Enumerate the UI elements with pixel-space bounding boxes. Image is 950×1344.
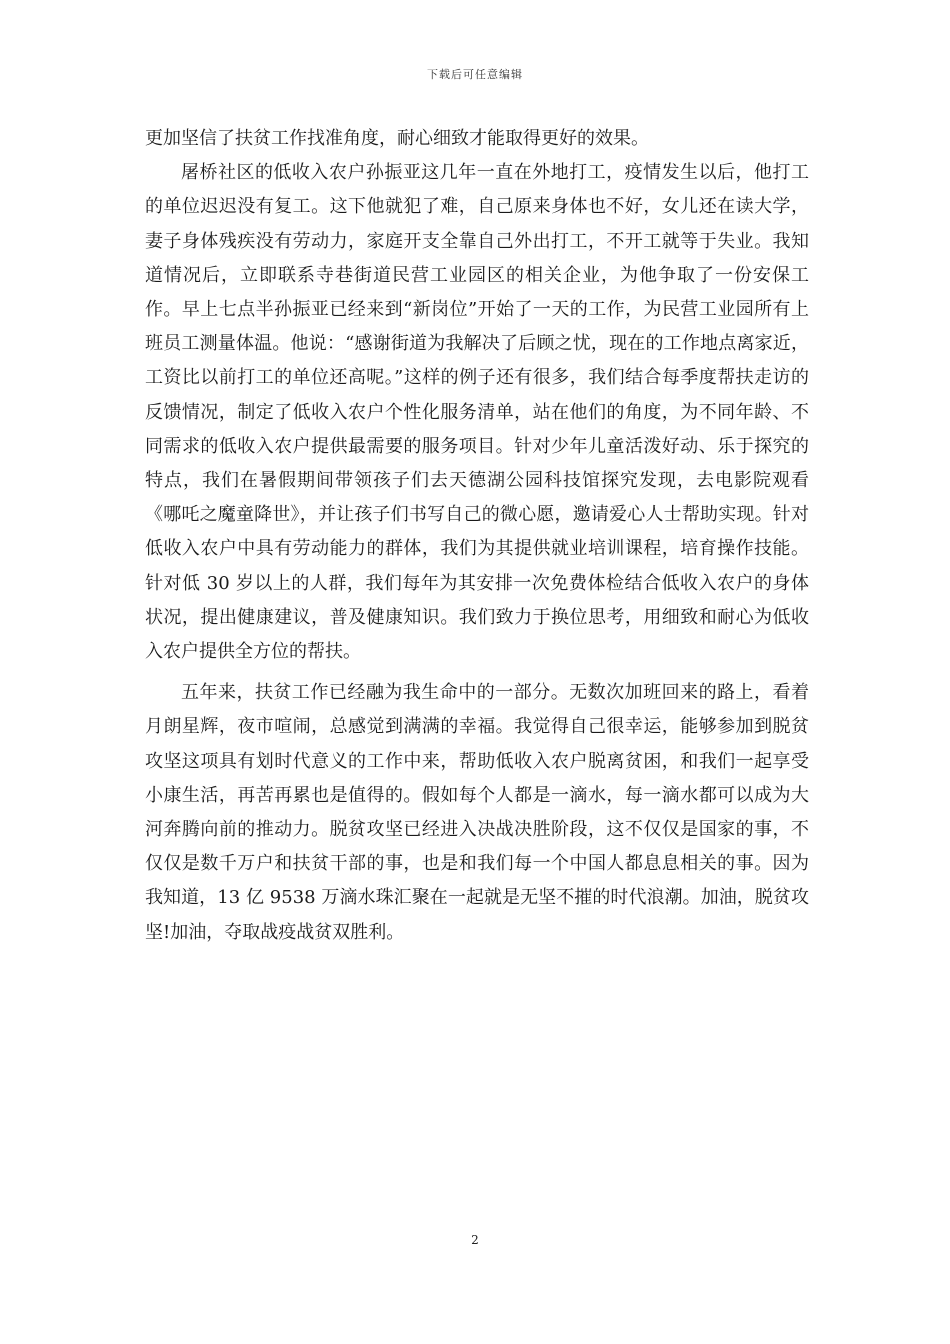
page-header: 下载后可任意编辑 [427, 68, 523, 81]
paragraph-five-years: 五年来，扶贫工作已经融为我生命中的一部分。无数次加班回来的路上，看着月朗星辉，夜市喧闹，总感觉到满满的幸福。我觉得自己很幸运，能够参加到脱贫攻坚这项具有划时代意义的工作中来，帮助低收入农户脱离贫困，和我们一起享受小康生活，再苦再累也是值得的。假如每个人都是一滴水，每一滴水都可以成为大河奔腾向前的推动力。脱贫攻坚已经进入决战决胜阶段，这不仅仅是国家的事，不仅仅是数千万户和扶贫干部的事，也是和我们每一个中国人都息息相关的事。因为我知道，13 亿 9538 万滴水珠汇聚在一起就是无坚不摧的时代浪潮。加油，脱贫攻坚!加油，夺取战疫战贫双胜利。 [145, 682, 809, 943]
paragraph-tuqiao-community: 屠桥社区的低收入农户孙振亚这几年一直在外地打工，疫情发生以后，他打工的单位迟迟没有复工。这下他就犯了难，自己原来身体也不好，女儿还在读大学，妻子身体残疾没有劳动力，家庭开支全靠自己外出打工，不开工就等于失业。我知道情况后，立即联系寺巷街道民营工业园区的相关企业，为他争取了一份安保工作。早上七点半孙振亚已经来到“新岗位”开始了一天的工作，为民营工业园所有上班员工测量体温。他说：“感谢街道为我解决了后顾之忧，现在的工作地点离家近，工资比以前打工的单位还高呢。”这样的例子还有很多，我们结合每季度帮扶走访的反馈情况，制定了低收入农户个性化服务清单，站在他们的角度，为不同年龄、不同需求的低收入农户提供最需要的服务项目。针对少年儿童活泼好动、乐于探究的特点，我们在暑假期间带领孩子们去天德湖公园科技馆探究发现，去电影院观看《哪吒之魔童降世》，并让孩子们书写自己的微心愿，邀请爱心人士帮助实现。针对低收入农户中具有劳动能力的群体，我们为其提供就业培训课程，培育操作技能。针对低 30 岁以上的人群，我们每年为其安排一次免费体检结合低收入农户的身体状况，提出健康建议，普及健康知识。我们致力于换位思考，用细致和耐心为低收入农户提供全方位的帮扶。 [145, 162, 809, 663]
page-number: 2 [471, 1233, 479, 1247]
document-body [145, 122, 809, 950]
paragraph-continuation: 更加坚信了扶贫工作找准角度，耐心细致才能取得更好的效果。 [145, 128, 649, 149]
